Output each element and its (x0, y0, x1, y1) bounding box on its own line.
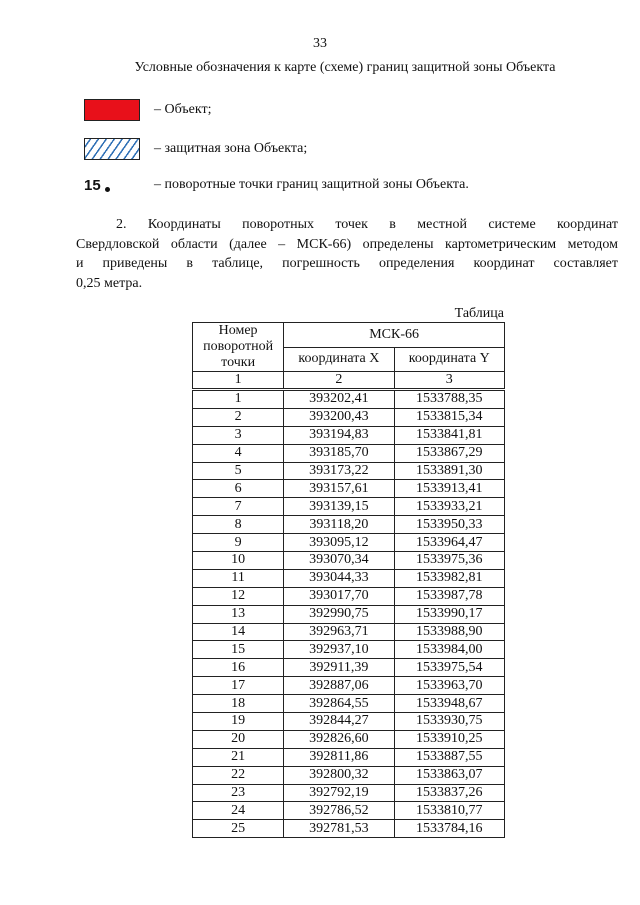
table-row (193, 623, 505, 641)
coordinate-y-cell: 1533837,26 (394, 784, 504, 802)
coordinate-y-cell: 1533948,67 (394, 695, 504, 713)
point-number-cell: 17 (193, 677, 284, 695)
table-row (193, 569, 505, 587)
point-number-cell: 20 (193, 730, 284, 748)
table-row (193, 534, 505, 552)
paragraph-line: 0,25 метра. (76, 275, 143, 291)
table-row (193, 462, 505, 480)
coordinate-y-cell: 1533815,34 (394, 408, 504, 426)
coordinate-x-cell: 393017,70 (284, 587, 394, 605)
header-point-number: Номер поворотной точки (193, 323, 284, 372)
point-number-cell: 24 (193, 802, 284, 820)
coordinate-y-cell: 1533788,35 (394, 390, 504, 409)
table-row (193, 587, 505, 605)
coordinate-x-cell: 393200,43 (284, 408, 394, 426)
coordinate-x-cell: 392786,52 (284, 802, 394, 820)
table-body (193, 390, 505, 838)
coordinate-x-cell: 392963,71 (284, 623, 394, 641)
paragraph-line: Свердловской области (далее – МСК-66) определены картометрическим методом (76, 236, 618, 252)
table-header-row (193, 323, 505, 348)
point-number-cell: 4 (193, 444, 284, 462)
coordinate-y-cell: 1533841,81 (394, 426, 504, 444)
legend-item-label: – поворотные точки границ защитной зоны Объекта. (154, 177, 469, 192)
coordinates-table (192, 322, 505, 838)
coordinate-x-cell: 393139,15 (284, 498, 394, 516)
protective-zone-swatch (84, 138, 140, 160)
point-number-cell: 9 (193, 534, 284, 552)
coordinate-y-cell: 1533950,33 (394, 516, 504, 534)
index-cell: 2 (284, 372, 394, 390)
point-number-cell: 2 (193, 408, 284, 426)
point-number-cell: 11 (193, 569, 284, 587)
coordinate-y-cell: 1533784,16 (394, 820, 504, 838)
point-number-cell: 21 (193, 748, 284, 766)
coordinate-y-cell: 1533867,29 (394, 444, 504, 462)
point-number-cell: 10 (193, 552, 284, 570)
table-row (193, 444, 505, 462)
point-number-cell: 1 (193, 390, 284, 409)
coordinate-y-cell: 1533891,30 (394, 462, 504, 480)
table-row (193, 480, 505, 498)
coordinates-paragraph (76, 215, 618, 293)
point-number-cell: 25 (193, 820, 284, 838)
table-row (193, 498, 505, 516)
table-row (193, 390, 505, 409)
point-number-cell: 8 (193, 516, 284, 534)
coordinate-x-cell: 392990,75 (284, 605, 394, 623)
table-row (193, 641, 505, 659)
legend-item-label: – Объект; (154, 102, 212, 117)
table-index-row (193, 372, 505, 390)
coordinate-x-cell: 392844,27 (284, 713, 394, 731)
coordinate-x-cell: 392911,39 (284, 659, 394, 677)
paragraph-line: 2. Координаты поворотных точек в местной системе координат (116, 217, 618, 232)
coordinate-y-cell: 1533982,81 (394, 569, 504, 587)
table-row (193, 802, 505, 820)
coordinate-x-cell: 393185,70 (284, 444, 394, 462)
table-caption: Таблица (454, 306, 504, 321)
legend-item-label: – защитная зона Объекта; (154, 141, 308, 156)
coordinate-x-cell: 393202,41 (284, 390, 394, 409)
coordinate-y-cell: 1533910,25 (394, 730, 504, 748)
point-number-cell: 5 (193, 462, 284, 480)
legend-item-protective-zone (84, 137, 307, 161)
coordinate-x-cell: 392887,06 (284, 677, 394, 695)
point-number-cell: 14 (193, 623, 284, 641)
coordinate-x-cell: 393095,12 (284, 534, 394, 552)
coordinate-y-cell: 1533887,55 (394, 748, 504, 766)
point-number-cell: 3 (193, 426, 284, 444)
header-coordinate-system: МСК-66 (284, 323, 505, 348)
table-row (193, 784, 505, 802)
coordinate-x-cell: 393194,83 (284, 426, 394, 444)
coordinate-x-cell: 392811,86 (284, 748, 394, 766)
coordinate-x-cell: 392792,19 (284, 784, 394, 802)
turning-point-number: 15 (84, 176, 101, 194)
coordinate-y-cell: 1533963,70 (394, 677, 504, 695)
legend-item-object (84, 98, 211, 122)
coordinate-y-cell: 1533810,77 (394, 802, 504, 820)
page-number: 33 (313, 36, 327, 51)
table-row (193, 730, 505, 748)
table-row (193, 408, 505, 426)
turning-point-mark (84, 177, 140, 194)
coordinate-x-cell: 392781,53 (284, 820, 394, 838)
point-number-cell: 13 (193, 605, 284, 623)
table-row (193, 677, 505, 695)
coordinate-x-cell: 392800,32 (284, 766, 394, 784)
table-row (193, 605, 505, 623)
object-swatch (84, 99, 140, 121)
index-cell: 1 (193, 372, 284, 390)
point-number-cell: 12 (193, 587, 284, 605)
table-row (193, 695, 505, 713)
coordinate-x-cell: 393157,61 (284, 480, 394, 498)
table-row (193, 748, 505, 766)
coordinate-x-cell: 392937,10 (284, 641, 394, 659)
coordinate-y-cell: 1533863,07 (394, 766, 504, 784)
table-row (193, 766, 505, 784)
coordinate-y-cell: 1533913,41 (394, 480, 504, 498)
point-number-cell: 19 (193, 713, 284, 731)
table-row (193, 713, 505, 731)
coordinate-x-cell: 392826,60 (284, 730, 394, 748)
coordinate-x-cell: 393173,22 (284, 462, 394, 480)
header-coordinate-y: координата Y (394, 347, 504, 372)
table-row (193, 552, 505, 570)
coordinate-y-cell: 1533990,17 (394, 605, 504, 623)
legend-item-turning-points (84, 173, 469, 197)
point-number-cell: 18 (193, 695, 284, 713)
coordinate-y-cell: 1533975,54 (394, 659, 504, 677)
coordinate-x-cell: 392864,55 (284, 695, 394, 713)
point-number-cell: 23 (193, 784, 284, 802)
point-number-cell: 16 (193, 659, 284, 677)
header-coordinate-x: координата X (284, 347, 394, 372)
coordinate-x-cell: 393044,33 (284, 569, 394, 587)
table-row (193, 516, 505, 534)
coordinate-y-cell: 1533984,00 (394, 641, 504, 659)
legend-title: Условные обозначения к карте (схеме) границ защитной зоны Объекта (134, 60, 556, 75)
point-number-cell: 7 (193, 498, 284, 516)
turning-point-dot-icon (105, 187, 110, 192)
paragraph-line: и приведены в таблице, погрешность определения координат составляет (76, 256, 618, 271)
table-row (193, 820, 505, 838)
coordinate-x-cell: 393118,20 (284, 516, 394, 534)
coordinate-x-cell: 393070,34 (284, 552, 394, 570)
coordinate-y-cell: 1533964,47 (394, 534, 504, 552)
table-row (193, 659, 505, 677)
coordinate-y-cell: 1533975,36 (394, 552, 504, 570)
coordinate-y-cell: 1533987,78 (394, 587, 504, 605)
table-row (193, 426, 505, 444)
point-number-cell: 22 (193, 766, 284, 784)
point-number-cell: 6 (193, 480, 284, 498)
point-number-cell: 15 (193, 641, 284, 659)
coordinate-y-cell: 1533988,90 (394, 623, 504, 641)
coordinate-y-cell: 1533930,75 (394, 713, 504, 731)
coordinate-y-cell: 1533933,21 (394, 498, 504, 516)
index-cell: 3 (394, 372, 504, 390)
